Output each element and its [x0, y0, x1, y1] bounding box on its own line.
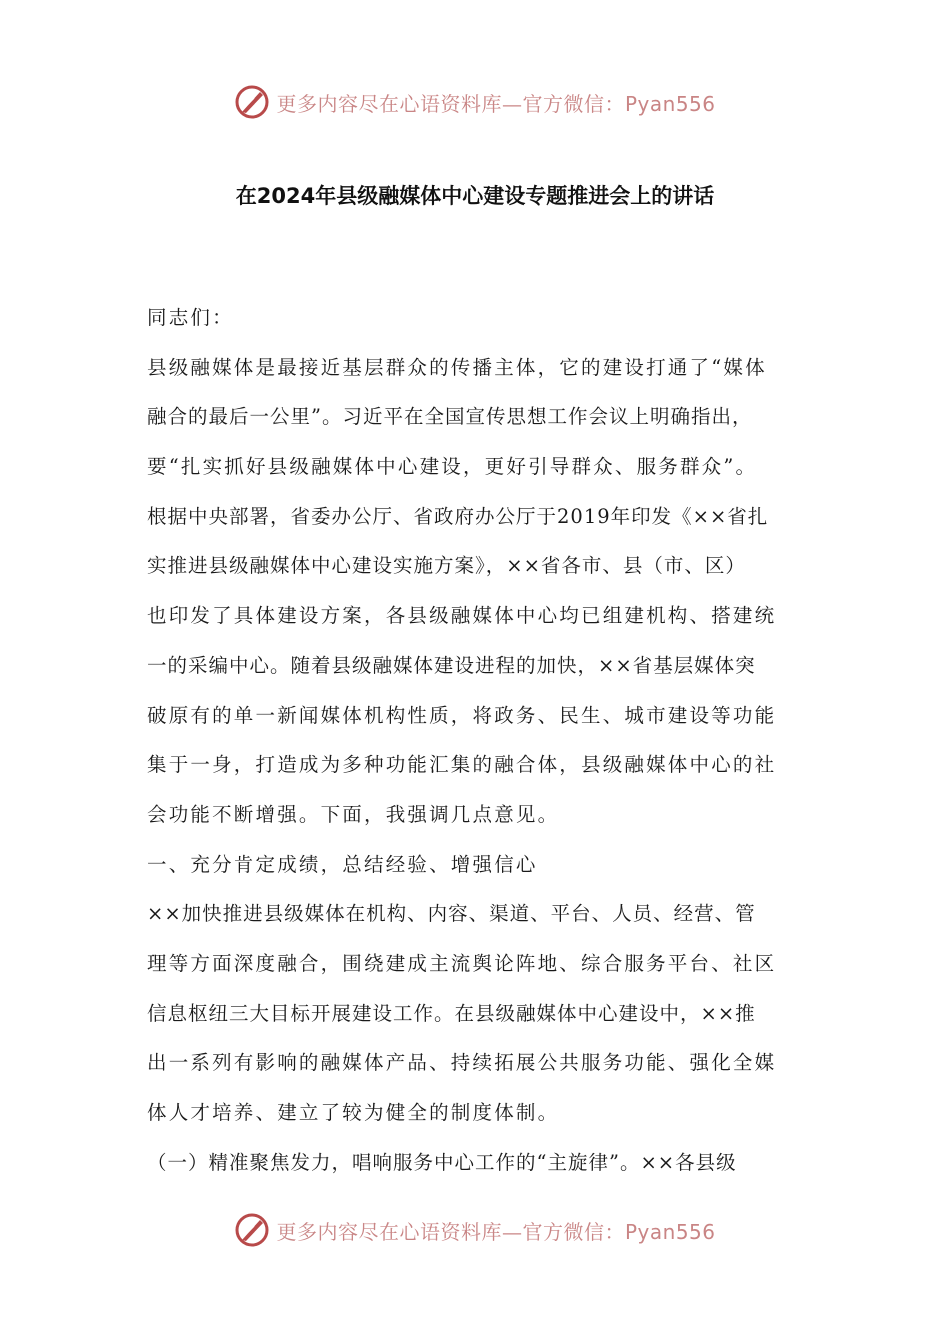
- watermark-text: [276, 1216, 715, 1245]
- watermark-wechat-id: Pyan556: [624, 1219, 716, 1244]
- watermark-wechat-id: Pyan556: [624, 91, 716, 116]
- body-line: 会功能不断增强。下面，我强调几点意见。: [147, 802, 560, 826]
- salutation-line: 同志们：: [147, 306, 234, 329]
- body-line: 体人才培养、建立了较为健全的制度体制。: [147, 1101, 560, 1124]
- section-heading: 一、充分肯定成绩，总结经验、增强信心: [147, 852, 538, 876]
- body-line: 也印发了具体建设方案，各县级融媒体中心均已组建机构、搭建统: [147, 604, 777, 628]
- quill-logo-icon: [234, 84, 270, 120]
- body-line: 要“扎实抓好县级融媒体中心建设，更好引导群众、服务群众”。: [147, 455, 758, 479]
- body-line: 破原有的单一新闻媒体机构性质，将政务、民生、城市建设等功能: [147, 703, 777, 727]
- body-line: 信息枢纽三大目标开展建设工作。在县级融媒体中心建设中，××推: [147, 1001, 756, 1025]
- document-body: [147, 300, 812, 1194]
- watermark-text: [276, 88, 715, 117]
- body-line: 理等方面深度融合，围绕建成主流舆论阵地、综合服务平台、社区: [147, 951, 777, 975]
- watermark-separator: —: [501, 1219, 523, 1244]
- watermark-separator: —: [501, 91, 523, 116]
- footer-watermark-banner: [0, 1210, 950, 1250]
- body-line: 县级融媒体是最接近基层群众的传播主体，它的建设打通了“媒体: [147, 355, 767, 379]
- body-line: 集于一身，打造成为多种功能汇集的融合体，县级融媒体中心的社: [147, 753, 777, 777]
- subsection-heading: （一）精准聚焦发力，唱响服务中心工作的“主旋律”。××各县级: [147, 1150, 737, 1174]
- document-title: 在2024年县级融媒体中心建设专题推进会上的讲话: [235, 184, 715, 208]
- watermark-brand: 更多内容尽在心语资料库: [276, 1219, 502, 1244]
- body-line: 根据中央部署，省委办公厅、省政府办公厅于2019年印发《××省扎: [147, 504, 769, 528]
- body-line: 融合的最后一公里”。习近平在全国宣传思想工作会议上明确指出，: [147, 405, 753, 429]
- quill-logo-icon: [234, 1212, 270, 1248]
- header-watermark-banner: [0, 82, 950, 122]
- body-line: 实推进县级融媒体中心建设实施方案》，××省各市、县（市、区）: [147, 554, 746, 578]
- watermark-wechat-label: 官方微信：: [522, 1219, 625, 1244]
- body-line: ××加快推进县级媒体在机构、内容、渠道、平台、人员、经营、管: [147, 902, 756, 926]
- body-line: 一的采编中心。随着县级融媒体建设进程的加快，××省基层媒体突: [147, 653, 756, 677]
- watermark-brand: 更多内容尽在心语资料库: [276, 91, 502, 116]
- body-line: 出一系列有影响的融媒体产品、持续拓展公共服务功能、强化全媒: [147, 1051, 777, 1075]
- watermark-wechat-label: 官方微信：: [522, 91, 625, 116]
